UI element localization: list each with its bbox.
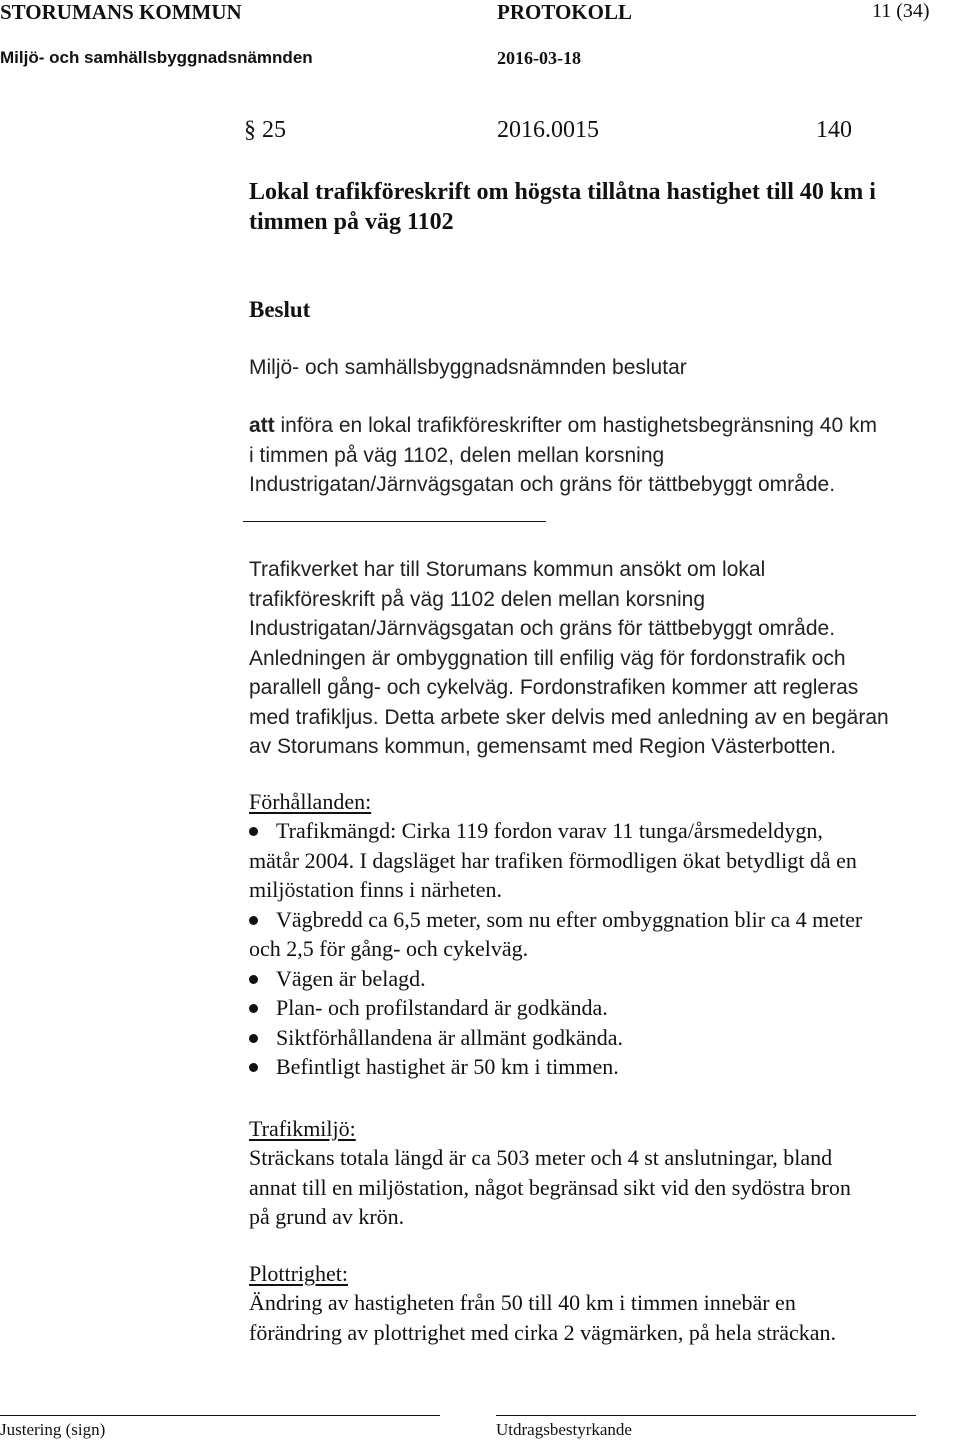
att-word: att — [249, 414, 275, 437]
bullet-icon — [249, 1004, 258, 1013]
reference-number: 140 — [816, 117, 852, 143]
signature-line — [0, 1415, 440, 1416]
signature-label: Justering (sign) — [0, 1420, 106, 1439]
bullet-icon — [249, 1063, 258, 1072]
decision-line: Industrigatan/Järnvägsgatan och gräns för tättbebyggt område. — [249, 473, 836, 496]
title-line: Lokal trafikföreskrift om högsta tillåtna hastighet till 40 km i — [249, 179, 876, 205]
clutter-text: Ändring av hastigheten från 50 till 40 km i timmen innebär en förändring av plottrighet med cirka 2 vägmärken, på hela sträckan. — [249, 1290, 837, 1345]
list-item: Befintligt hastighet är 50 km i timmen. — [249, 1052, 959, 1082]
certification-label: Utdragsbestyrkande — [496, 1420, 632, 1439]
bullet-icon — [249, 1034, 258, 1043]
background-text: Trafikverket har till Storumans kommun ansökt om lokal trafikföreskrift på väg 1102 delen mellan korsning Industrigatan/Järnvägsgatan och gräns för tättbebyggt område. Anledningen är ombyggnation till enfilig väg för fordonstrafik och parallell gång- och cykelväg. Fordonstrafiken kommer att regleras med trafikljus. Detta arbete sker delvis med anledning av en begäran av Storumans kommun, gemensamt med Region Västerbotten. — [249, 558, 889, 758]
document-type: PROTOKOLL — [497, 0, 632, 24]
list-item: Trafikmängd: Cirka 119 fordon varav 11 tunga/årsmedeldygn, mätår 2004. I dagsläget har trafiken förmodligen ökat betydligt då en miljöstation finns i närheten. — [249, 818, 857, 902]
decision-line: i timmen på väg 1102, delen mellan korsning — [249, 443, 665, 467]
case-number: 2016.0015 — [497, 117, 599, 143]
committee-name: Miljö- och samhällsbyggnadsnämnden — [0, 48, 313, 67]
decision-heading: Beslut — [249, 297, 311, 322]
meeting-date: 2016-03-18 — [497, 48, 581, 68]
list-item: Vägen är belagd. — [249, 964, 959, 994]
section-divider — [243, 521, 546, 522]
list-item: Vägbredd ca 6,5 meter, som nu efter ombyggnation blir ca 4 meter och 2,5 för gång- och cykelväg. — [249, 906, 863, 961]
paragraph-number: § 25 — [244, 117, 286, 143]
list-item: Plan- och profilstandard är godkända. — [249, 993, 959, 1023]
section-title — [249, 177, 949, 237]
bullet-icon — [249, 975, 258, 984]
title-line: timmen på väg 1102 — [249, 209, 454, 235]
decision-line: införa en lokal trafikföreskrifter om hastighetsbegränsning 40 km — [274, 414, 877, 437]
conditions-list — [249, 816, 959, 1082]
bullet-icon — [249, 827, 258, 836]
page-number: 11 (34) — [872, 0, 930, 22]
list-item: Siktförhållandena är allmänt godkända. — [249, 1023, 959, 1053]
certification-line — [496, 1415, 916, 1416]
conditions-heading: Förhållanden: — [249, 789, 372, 814]
bullet-icon — [249, 916, 258, 925]
traffic-environment-text: Sträckans totala längd är ca 503 meter och 4 st anslutningar, bland annat till en miljöstation, något begränsad sikt vid den sydöstra bron på grund av krön. — [249, 1145, 851, 1229]
decision-intro: Miljö- och samhällsbyggnadsnämnden beslutar — [249, 356, 687, 379]
clutter-heading: Plottrighet: — [249, 1261, 348, 1286]
decision-text — [249, 411, 949, 500]
traffic-environment-heading: Trafikmiljö: — [249, 1116, 356, 1141]
municipality-name: STORUMANS KOMMUN — [0, 0, 242, 24]
